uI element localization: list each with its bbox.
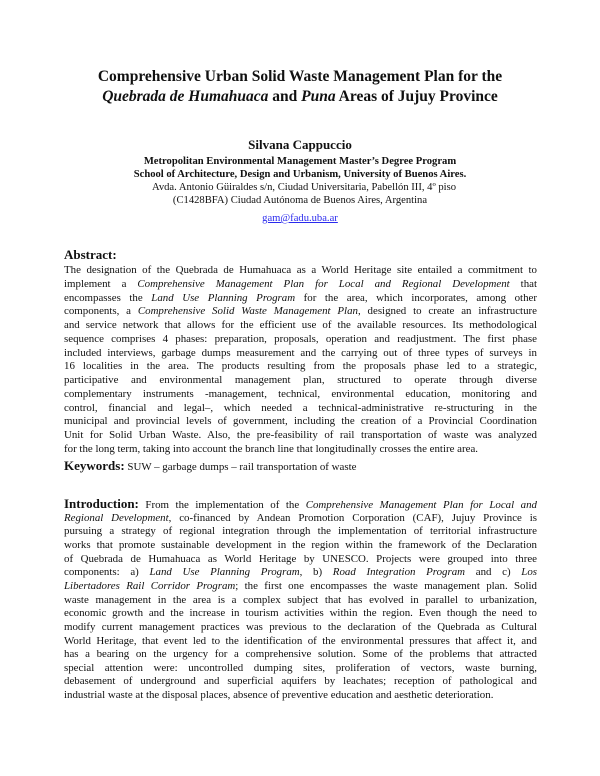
text-segment: waste management in the area is a complex subject that has evolved in parallel to urbanization,: [64, 593, 537, 606]
text-line: [64, 661, 537, 675]
italic-text: Los: [521, 566, 538, 579]
text-segment: Areas of Jujuy Province: [335, 88, 498, 105]
italic-text: Comprehensive Solid Waste Management Plan: [137, 305, 358, 318]
text-segment: municipal and provincial levels of government, including the creation of a Provincial Coordination: [64, 415, 537, 428]
text-line: [64, 634, 537, 648]
italic-text: Regional Development: [64, 511, 169, 524]
italic-text: Comprehensive Management Plan for Local and Regional Development: [137, 277, 510, 290]
abstract-heading: Abstract:: [64, 247, 117, 262]
text-segment: participative and environmental management plan, structured to operate through diverse: [64, 374, 537, 386]
text-line: [64, 263, 537, 277]
text-line: [64, 359, 537, 373]
text-line: [64, 579, 537, 593]
text-segment: and c): [465, 566, 522, 579]
text-segment: of Quebrada de Humahuaca as World Heritage by UNESCO. Projects were grouped into three: [64, 552, 537, 565]
affiliation-program: Metropolitan Environmental Management Master’s Degree Program: [143, 156, 457, 167]
text-segment: special attention were: uncontrolled dumping sites, proliferation of vectors, waste burning,: [64, 661, 537, 674]
text-segment: 16 localities in the area. The products resulting from the proposals phase led to a strategic,: [64, 360, 537, 373]
text-segment: The designation of the Quebrada de Humahuaca as a World Heritage site entailed a commitment to: [64, 264, 537, 276]
author-email-link[interactable]: gam@fadu.uba.ar: [262, 213, 338, 224]
text-line: [64, 565, 537, 579]
text-segment: and: [268, 88, 302, 105]
text-segment: encompasses the: [64, 291, 152, 304]
italic-text: Road Integration Program: [332, 566, 466, 579]
text-line: [64, 346, 537, 360]
italic-text: Libertadores Rail Corridor Program: [64, 579, 236, 592]
text-segment: that: [509, 277, 538, 290]
text-segment: complementary instruments -management, technical, environmental education, monitoring and: [64, 387, 537, 400]
text-segment: works that promote sustainable development in the region within the framework of the Declaration: [64, 538, 537, 551]
keywords-heading: Keywords:: [64, 458, 125, 473]
text-segment: for the long term, taking into account the branch line that longitudinally crosses the entire area.: [64, 442, 479, 455]
text-segment: ; the first one encompasses the waste management plan. Solid: [235, 579, 537, 592]
text-segment: control, financial and legal–, which needed a technical-administrative re-structuring in the: [64, 401, 537, 414]
italic-text: Puna: [301, 88, 336, 105]
italic-text: Quebrada de Humahuaca: [102, 88, 269, 105]
text-segment: , co-financed by Andean Promotion Corporation (CAF), Jujuy Province is: [168, 511, 537, 524]
text-line: [64, 606, 537, 620]
text-line: [64, 401, 537, 415]
text-line: [64, 332, 537, 346]
text-segment: World Heritage, that event led to the identification of the environmental pressures that affect it, and: [64, 634, 537, 647]
text-segment: Unit for Solid Urban Waste. Also, the pre-feasibility of rail transportation of waste was analyzed: [64, 429, 537, 441]
text-segment: debasement of underground and superficial aquifers by leachates; reception of pathological and: [64, 675, 537, 688]
text-segment: included interviews, garbage dumps measurement and the carrying out of three types of surveys in: [64, 346, 537, 359]
text-line: [64, 373, 537, 387]
address-line-2: (C1428BFA) Ciudad Autónoma de Buenos Aires, Argentina: [172, 195, 428, 206]
text-line: [64, 524, 537, 538]
text-line: [64, 442, 537, 456]
author-name: Silvana Cappuccio: [248, 137, 352, 152]
text-segment: pursuing a strategy of regional integration through the implementation of territorial infrastructure: [64, 525, 537, 538]
text-line: [64, 291, 537, 305]
text-segment: implement a: [64, 277, 138, 290]
text-line: [64, 318, 537, 332]
text-line: [64, 674, 537, 688]
text-segment: and service network that allows for the efficient use of the available resources. Its methodological: [64, 319, 537, 331]
text-line: [64, 593, 537, 607]
text-line: [64, 538, 537, 552]
text-segment: , b): [299, 566, 333, 579]
text-segment: modify current management practices was previous to the declaration of the Quebrada as Cultural: [64, 620, 537, 633]
text-segment: for the area, which incorporates, among other: [295, 291, 537, 304]
text-segment: From the implementation of the: [138, 499, 306, 511]
text-segment: components: a): [64, 566, 150, 579]
text-segment: economic growth and the increase in tourism activities within the region. Even though the need to: [64, 607, 537, 620]
text-segment: industrial waste at the disposal places, absence of preventive education and aesthetic deterioration.: [64, 689, 494, 702]
text-line: [64, 620, 537, 634]
text-line: [64, 552, 537, 566]
text-segment: sequence comprises 4 phases: preparation, proposals, operation and readjustment. The first phase: [64, 332, 537, 345]
introduction-heading: Introduction:: [64, 496, 139, 511]
text-line: [64, 688, 537, 702]
text-line: [64, 277, 537, 291]
text-line: [64, 304, 537, 318]
text-line: [64, 647, 537, 661]
text-line: [64, 414, 537, 428]
text-line: [64, 428, 537, 442]
paper-title-line-1: Comprehensive Urban Solid Waste Management Plan for the: [97, 68, 503, 85]
text-line: [64, 497, 537, 511]
keywords-text: SUW – garbage dumps – rail transportation of waste: [124, 461, 357, 473]
italic-text: Land Use Planning Program: [149, 566, 300, 579]
text-segment: , designed to create an infrastructure: [357, 305, 537, 318]
text-line: [64, 511, 537, 525]
italic-text: Land Use Planning Program: [151, 291, 296, 304]
italic-text: Comprehensive Management Plan for Local and: [305, 499, 537, 511]
text-segment: components, a: [64, 305, 138, 318]
paper-title-line-2: [0, 88, 600, 106]
address-line-1: Avda. Antonio Güiraldes s/n, Ciudad Universitaria, Pabellón III, 4º piso: [151, 182, 457, 193]
affiliation-school: School of Architecture, Design and Urbanism, University of Buenos Aires.: [133, 169, 467, 180]
text-segment: has a bearing on the urgency for a comprehensive solution. Some of the problems that attracted: [64, 648, 537, 661]
text-line: [64, 387, 537, 401]
